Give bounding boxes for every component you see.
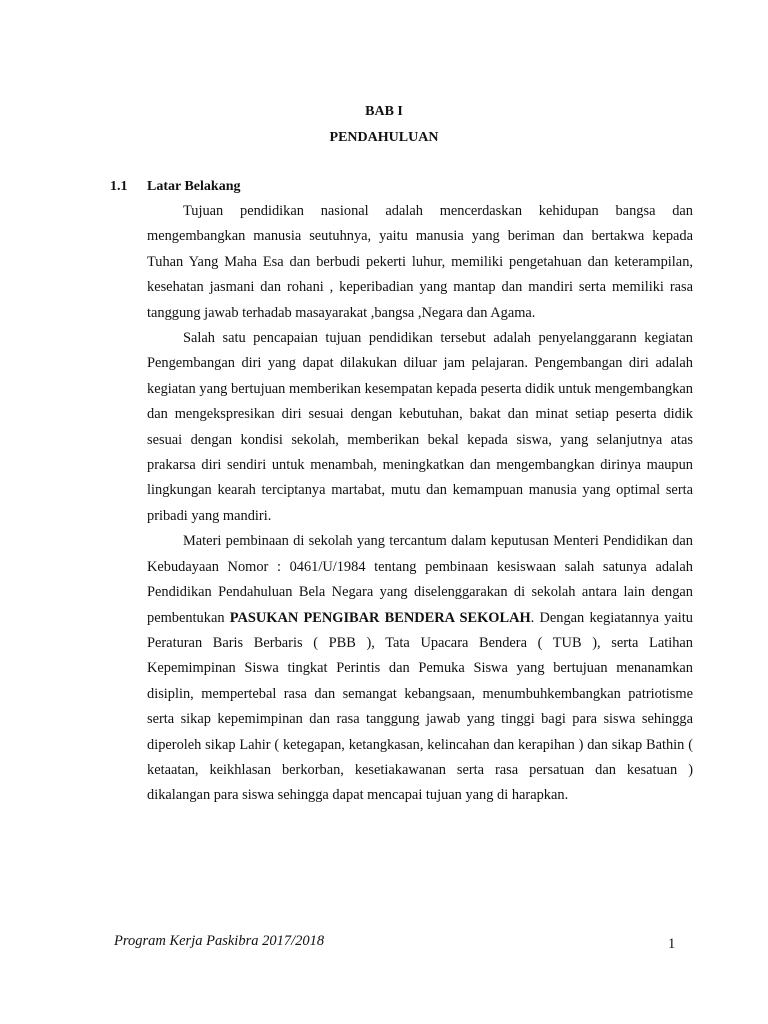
paragraph-1: Tujuan pendidikan nasional adalah mencerdaskan kehidupan bangsa dan mengembangkan manusia seutuhnya, yaitu manusia yang beriman dan bertakwa kepada Tuhan Yang Maha Esa dan berbudi pekerti luhur, memiliki pengetahuan dan keterampilan, kesehatan jasmani dan rohani , keperibadian yang mantap dan mandiri serta memiliki rasa tanggung jawab terhadab masayarakat ,bangsa ,Negara dan Agama.	[147, 203, 693, 321]
section-heading	[110, 179, 240, 195]
paragraph-3-text-start: Materi pembinaan di sekolah yang tercantum dalam keputusan Menteri Pendidikan dan Kebudayaan Nomor : 0461/U/1984 tentang pembinaan kesiswaan salah satunya adalah Pendidikan Pendahuluan Bela Negara yang diselenggarakan di sekolah antara lain dengan pembentukan	[147, 533, 693, 626]
paragraph-3-text-end: . Dengan kegiatannya yaitu Peraturan Baris Berbaris ( PBB ), Tata Upacara Bendera ( TUB ), serta Latihan Kepemimpinan Siswa tingkat Perintis dan Pemuka Siswa yang bertujuan menanamkan disiplin, mempertebal rasa dan semangat kebangsaan, menumbuhkembangkan patriotisme serta sikap kepemimpinan dan rasa tanggung jawab yang tinggi bagi para siswa sehingga diperoleh sikap Lahir ( ketegapan, ketangkasan, kelincahan dan kerapihan ) dan sikap Bathin ( ketaatan, keikhlasan berkorban, kesetiakawanan serta rasa persatuan dan kesatuan ) dikalangan para siswa sehingga dapat mencapai tujuan yang di harapkan.	[147, 609, 693, 804]
section-number: 1.1	[110, 179, 128, 194]
paragraph-3	[147, 529, 693, 808]
chapter-number: BAB I	[365, 104, 403, 119]
paragraph-3-emphasis: PASUKAN PENGIBAR BENDERA SEKOLAH	[229, 609, 531, 626]
chapter-title: PENDAHULUAN	[329, 130, 439, 145]
footer-title: Program Kerja Paskibra 2017/2018	[114, 933, 325, 949]
body-text	[147, 199, 693, 809]
paragraph-2: Salah satu pencapaian tujuan pendidikan tersebut adalah penyelanggarann kegiatan Pengembangan diri yang dapat dilakukan diluar jam pelajaran. Pengembangan diri adalah kegiatan yang bertujuan memberikan kesempatan kepada peserta didik untuk mengembangkan dan mengekspresikan diri sesuai dengan kebutuhan, bakat dan minat setiap peserta didik sesuai dengan kondisi sekolah, memberikan bekal kepada siswa, yang selanjutnya atas prakarsa diri sendiri untuk menambah, meningkatkan dan mengembangkan dirinya maupun lingkungan kearah terciptanya martabat, mutu dan kemampuan manusia yang optimal serta pribadi yang mandiri.	[147, 330, 693, 524]
section-title: Latar Belakang	[147, 179, 241, 194]
page-number: 1	[668, 936, 676, 952]
